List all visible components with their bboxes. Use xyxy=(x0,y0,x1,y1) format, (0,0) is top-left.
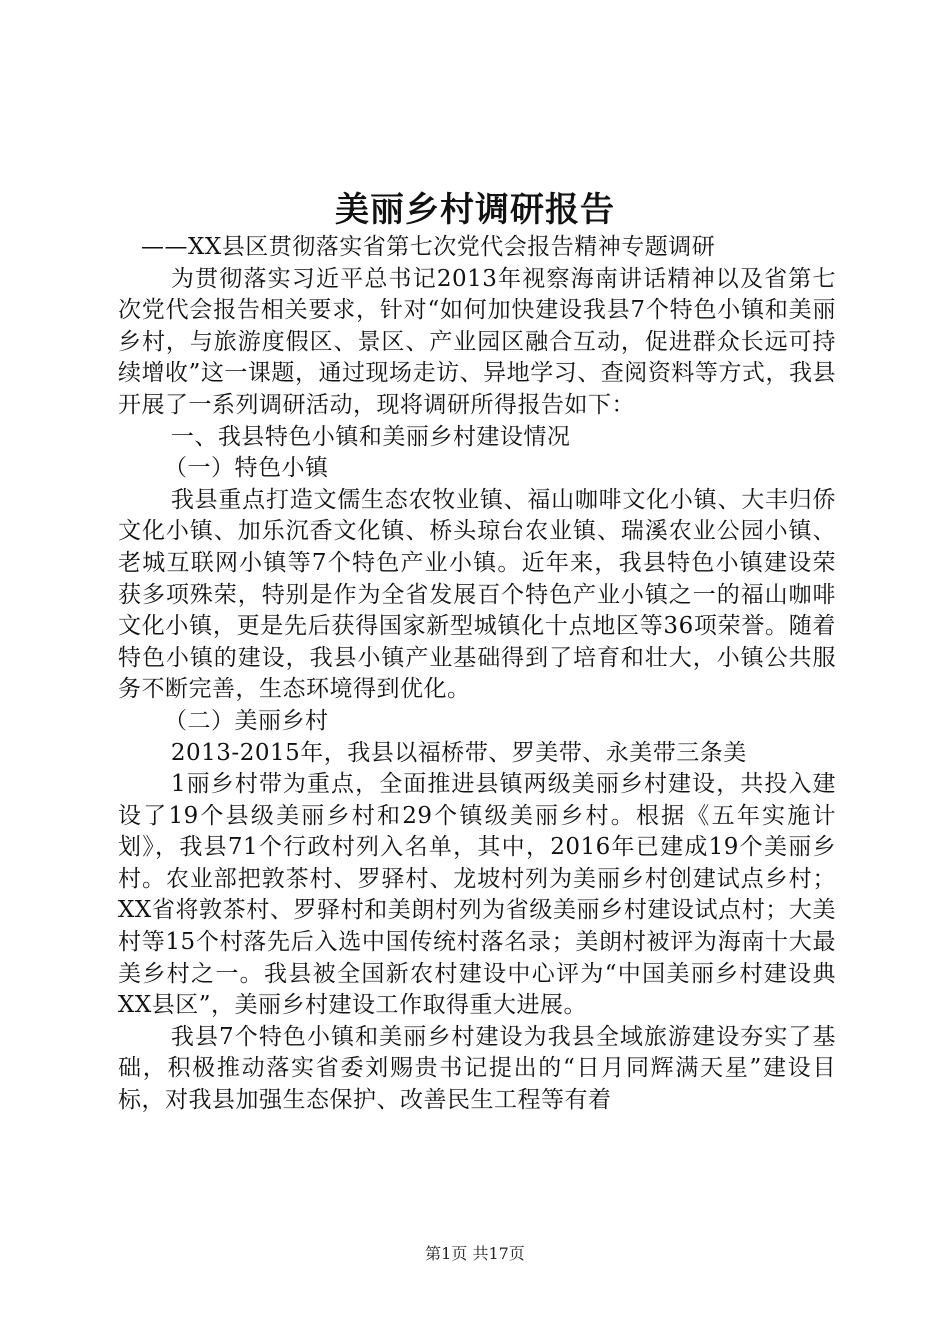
subsection-paragraph-2: 1丽乡村带为重点，全面推进县镇两级美丽乡村建设，共投入建设了19个县级美丽乡村和29个镇级美丽乡村。根据《五年实施计划》，我县71个行政村列入名单，其中，2016年已建成19个美丽乡村。农业部把敦茶村、罗驿村、龙坡村列为美丽乡村创建试点乡村；XX省将敦茶村、罗驿村和美朗村列为省级美丽乡村建设试点村；大美村等15个村落先后入选中国传统村落名录；美朗村被评为海南十大最美乡村之一。我县被全国新农村建设中心评为“中国美丽乡村建设典XX县区”，美丽乡村建设工作取得重大进展。 xyxy=(118,771,836,1019)
document-title: 美丽乡村调研报告 xyxy=(335,190,615,230)
page-number: 第1页 共17页 xyxy=(425,1244,525,1263)
document-subtitle: ——XX县区贯彻落实省第七次党代会报告精神专题调研 xyxy=(141,234,716,260)
subsection-paragraph-1: 我县重点打造文儒生态农牧业镇、福山咖啡文化小镇、大丰归侨文化小镇、加乐沉香文化镇、桥头琼台农业镇、瑞溪农业公园小镇、老城互联网小镇等7个特色产业小镇。近年来，我县特色小镇建设荣获多项殊荣，特别是作为全省发展百个特色产业小镇之一的福山咖啡文化小镇，更是先后获得国家新型城镇化十点地区等36项荣誉。随着特色小镇的建设，我县小镇产业基础得到了培育和壮大，小镇公共服务不断完善，生态环境得到优化。 xyxy=(118,486,836,703)
subsection-heading-1: （一）特色小镇 xyxy=(164,455,329,482)
intro-paragraph: 为贯彻落实习近平总书记2013年视察海南讲话精神以及省第七次党代会报告相关要求，针对“如何加快建设我县7个特色小镇和美丽乡村，与旅游度假区、景区、产业园区融合互动，促进群众长远可持续增收”这一课题，通过现场走访、异地学习、查阅资料等方式，我县开展了一系列调研活动，现将调研所得报告如下： xyxy=(118,265,836,418)
document-body xyxy=(118,232,836,1117)
subsection-heading-2: （二）美丽乡村 xyxy=(164,707,329,734)
section-heading-1: 一、我县特色小镇和美丽乡村建设情况 xyxy=(170,423,571,450)
subsection-line-2: 2013-2015年，我县以福桥带、罗美带、永美带三条美 xyxy=(170,739,747,766)
closing-paragraph: 我县7个特色小镇和美丽乡村建设为我县全域旅游建设夯实了基础，积极推动落实省委刘赐贵书记提出的“日月同辉满天星”建设目标，对我县加强生态保护、改善民生工程等有着 xyxy=(118,1023,836,1114)
